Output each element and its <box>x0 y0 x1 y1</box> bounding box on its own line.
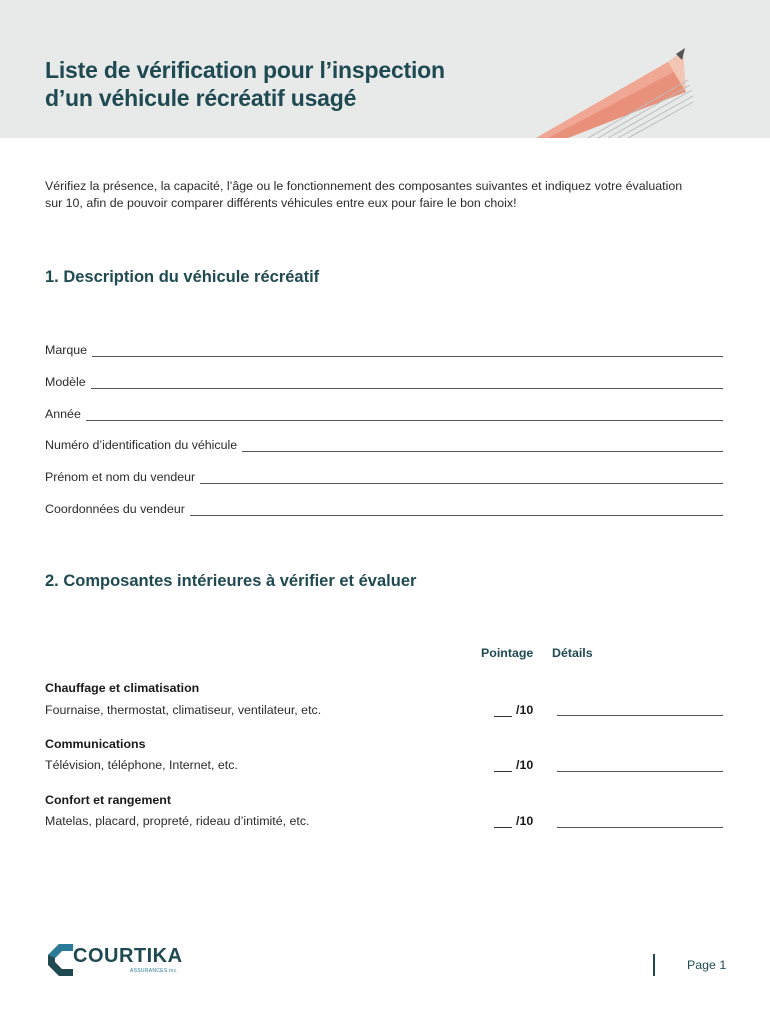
field-line[interactable] <box>92 344 723 357</box>
score-blank[interactable] <box>494 816 512 828</box>
column-header-details: Détails <box>552 646 593 660</box>
intro-line-1: Vérifiez la présence, la capacité, l’âge ou le fonctionnement des composantes suivantes et indiquez votre évaluation <box>45 179 683 193</box>
field-line[interactable] <box>190 503 723 516</box>
field-line[interactable] <box>91 376 723 389</box>
title-line-2: d’un véhicule récréatif usagé <box>45 85 357 111</box>
field-line[interactable] <box>86 408 723 421</box>
document-title <box>45 56 445 112</box>
score-max: /10 <box>516 703 534 717</box>
details-line[interactable] <box>557 715 723 716</box>
item-desc: Télévision, téléphone, Internet, etc. <box>45 758 238 772</box>
field-label: Marque <box>45 343 88 357</box>
details-line[interactable] <box>557 771 723 772</box>
pencil-illustration <box>528 40 698 140</box>
field-label: Modèle <box>45 375 86 389</box>
field-vendeur-coordonnees[interactable] <box>45 500 723 516</box>
field-line[interactable] <box>200 471 723 484</box>
score-blank[interactable] <box>494 705 512 717</box>
field-vendeur-nom[interactable] <box>45 468 723 484</box>
item-title: Communications <box>45 737 146 751</box>
field-label: Coordonnées du vendeur <box>45 502 185 516</box>
item-desc: Fournaise, thermostat, climatiseur, ventilateur, etc. <box>45 703 322 717</box>
page-number: Page 1 <box>687 958 727 972</box>
score-blank[interactable] <box>494 760 512 772</box>
header-banner <box>0 0 770 138</box>
score-field[interactable] <box>494 758 533 772</box>
intro-line-2: sur 10, afin de pouvoir comparer différents véhicules entre eux pour faire le bon choix! <box>45 196 517 210</box>
field-line[interactable] <box>242 439 723 452</box>
score-max: /10 <box>516 758 534 772</box>
item-desc: Matelas, placard, propreté, rideau d’intimité, etc. <box>45 814 310 828</box>
intro-paragraph <box>45 178 735 212</box>
field-vin[interactable] <box>45 436 723 452</box>
section-2-title: 2. Composantes intérieures à vérifier et évaluer <box>45 572 417 590</box>
details-line[interactable] <box>557 827 723 828</box>
title-line-1: Liste de vérification pour l’inspection <box>45 57 445 83</box>
logo-wordmark: COURTIKA <box>73 945 183 967</box>
score-max: /10 <box>516 814 534 828</box>
section-1-title: 1. Description du véhicule récréatif <box>45 268 320 286</box>
item-title: Chauffage et climatisation <box>45 681 200 695</box>
logo-subtitle: ASSURANCES inc. <box>130 968 179 974</box>
score-field[interactable] <box>494 814 533 828</box>
item-title: Confort et rangement <box>45 793 171 807</box>
field-modele[interactable] <box>45 373 723 389</box>
column-header-score: Pointage <box>481 646 534 660</box>
field-annee[interactable] <box>45 405 723 421</box>
field-label: Année <box>45 407 81 421</box>
score-field[interactable] <box>494 703 533 717</box>
field-label: Prénom et nom du vendeur <box>45 470 196 484</box>
field-label: Numéro d’identification du véhicule <box>45 438 238 452</box>
page-divider <box>653 954 655 976</box>
field-marque[interactable] <box>45 341 723 357</box>
